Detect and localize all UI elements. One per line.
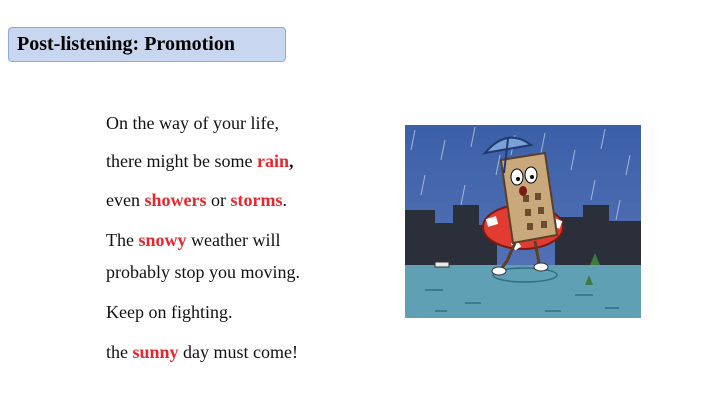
poem-line-6: Keep on fighting. [106,302,233,322]
poem-text: day must come! [178,342,299,362]
keyword-sunny: sunny [132,342,179,362]
poem-line-2 [106,151,293,172]
eye-left [511,169,523,185]
poem-text: . [282,190,287,210]
poem-line-4 [106,230,280,251]
rain-cartoon-illustration [405,125,641,318]
keyword-storms: storms [230,190,283,210]
poem-text: the [106,342,133,362]
mouth [519,186,527,196]
poem-line-1: On the way of your life, [106,113,279,133]
poem-text: there might be some [106,151,257,171]
poem-line-3 [106,190,287,211]
eye-right [525,167,537,183]
poem-text: weather will [186,230,281,250]
poem-line-5: probably stop you moving. [106,262,300,282]
slide-title: Post-listening: Promotion [8,27,286,62]
poem-text: even [106,190,145,210]
poem-text: or [206,190,231,210]
keyword-rain: rain [256,151,289,171]
flood-water [405,265,641,318]
floating-object [435,262,449,267]
keyword-showers: showers [144,190,207,210]
poem-text: The [106,230,139,250]
poem-line-7 [106,342,298,363]
keyword-snowy: snowy [138,230,187,250]
poem-text: , [288,151,294,171]
